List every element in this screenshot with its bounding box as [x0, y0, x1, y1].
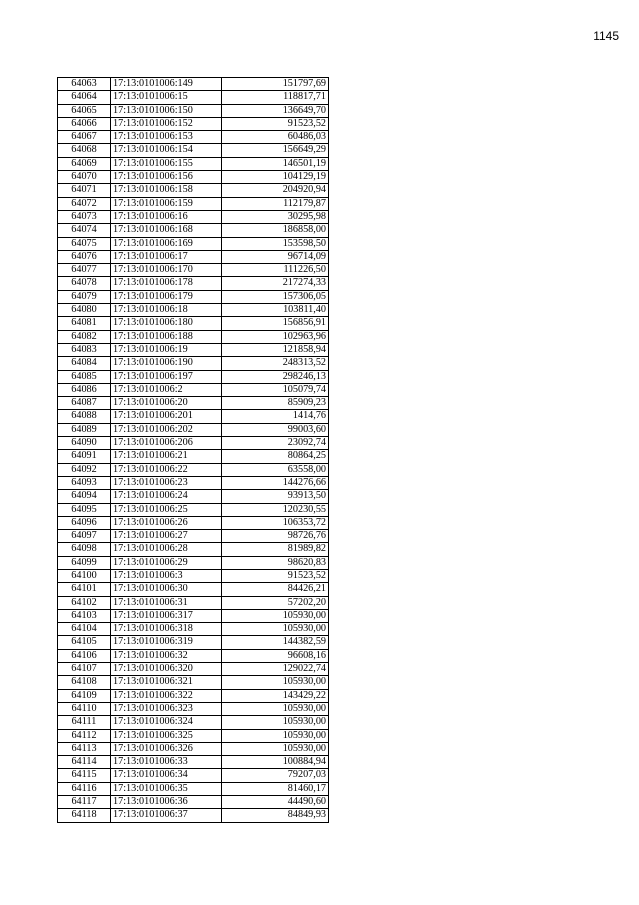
cadastral-value-cell: 99003,60	[222, 423, 329, 436]
row-number-cell: 64083	[58, 343, 111, 356]
cadastral-value-cell: 156649,29	[222, 144, 329, 157]
cadastral-value-cell: 44490,60	[222, 796, 329, 809]
table-row	[58, 277, 329, 290]
row-number-cell: 64109	[58, 689, 111, 702]
row-number-cell: 64072	[58, 197, 111, 210]
row-number-cell: 64090	[58, 437, 111, 450]
cadastral-value-cell: 129022,74	[222, 663, 329, 676]
cadastral-number-cell: 17:13:0101006:155	[111, 157, 222, 170]
row-number-cell: 64089	[58, 423, 111, 436]
row-number-cell: 64082	[58, 330, 111, 343]
row-number-cell: 64113	[58, 742, 111, 755]
table-row	[58, 437, 329, 450]
cadastral-value-cell: 91523,52	[222, 569, 329, 582]
cadastral-value-cell: 105930,00	[222, 729, 329, 742]
row-number-cell: 64088	[58, 410, 111, 423]
cadastral-number-cell: 17:13:0101006:30	[111, 583, 222, 596]
table-row	[58, 516, 329, 529]
cadastral-number-cell: 17:13:0101006:20	[111, 397, 222, 410]
cadastral-number-cell: 17:13:0101006:326	[111, 742, 222, 755]
cadastral-number-cell: 17:13:0101006:190	[111, 357, 222, 370]
table-row	[58, 224, 329, 237]
cadastral-number-cell: 17:13:0101006:153	[111, 131, 222, 144]
table-row	[58, 609, 329, 622]
row-number-cell: 64067	[58, 131, 111, 144]
table-row	[58, 663, 329, 676]
cadastral-value-cell: 93913,50	[222, 490, 329, 503]
cadastral-number-cell: 17:13:0101006:159	[111, 197, 222, 210]
cadastral-number-cell: 17:13:0101006:15	[111, 91, 222, 104]
row-number-cell: 64093	[58, 476, 111, 489]
row-number-cell: 64085	[58, 370, 111, 383]
cadastral-number-cell: 17:13:0101006:33	[111, 756, 222, 769]
table-row	[58, 689, 329, 702]
table-row	[58, 104, 329, 117]
table-row	[58, 144, 329, 157]
row-number-cell: 64095	[58, 503, 111, 516]
cadastral-value-cell: 80864,25	[222, 450, 329, 463]
cadastral-number-cell: 17:13:0101006:37	[111, 809, 222, 822]
cadastral-value-cell: 105079,74	[222, 383, 329, 396]
row-number-cell: 64084	[58, 357, 111, 370]
row-number-cell: 64101	[58, 583, 111, 596]
cadastral-number-cell: 17:13:0101006:197	[111, 370, 222, 383]
cadastral-value-cell: 104129,19	[222, 171, 329, 184]
table-row	[58, 210, 329, 223]
table-row	[58, 530, 329, 543]
table-row	[58, 157, 329, 170]
row-number-cell: 64100	[58, 569, 111, 582]
cadastral-value-cell: 112179,87	[222, 197, 329, 210]
row-number-cell: 64091	[58, 450, 111, 463]
cadastral-number-cell: 17:13:0101006:36	[111, 796, 222, 809]
cadastral-value-cell: 105930,00	[222, 676, 329, 689]
cadastral-value-cell: 96714,09	[222, 250, 329, 263]
table-row	[58, 809, 329, 822]
page-number: 1145	[593, 29, 619, 43]
table-row	[58, 463, 329, 476]
row-number-cell: 64064	[58, 91, 111, 104]
cadastral-value-cell: 143429,22	[222, 689, 329, 702]
cadastral-number-cell: 17:13:0101006:21	[111, 450, 222, 463]
cadastral-number-cell: 17:13:0101006:323	[111, 702, 222, 715]
cadastral-number-cell: 17:13:0101006:26	[111, 516, 222, 529]
cadastral-number-cell: 17:13:0101006:35	[111, 782, 222, 795]
table-row	[58, 503, 329, 516]
cadastral-value-cell: 106353,72	[222, 516, 329, 529]
cadastral-value-cell: 91523,52	[222, 117, 329, 130]
row-number-cell: 64115	[58, 769, 111, 782]
cadastral-value-cell: 81989,82	[222, 543, 329, 556]
cadastral-value-cell: 103811,40	[222, 304, 329, 317]
table-row	[58, 197, 329, 210]
table-row	[58, 304, 329, 317]
cadastral-value-cell: 186858,00	[222, 224, 329, 237]
table-row	[58, 330, 329, 343]
row-number-cell: 64068	[58, 144, 111, 157]
table-row	[58, 237, 329, 250]
table-row	[58, 131, 329, 144]
cadastral-value-cell: 30295,98	[222, 210, 329, 223]
cadastral-number-cell: 17:13:0101006:18	[111, 304, 222, 317]
cadastral-number-cell: 17:13:0101006:16	[111, 210, 222, 223]
cadastral-number-cell: 17:13:0101006:23	[111, 476, 222, 489]
cadastral-value-cell: 105930,00	[222, 716, 329, 729]
cadastral-value-cell: 1414,76	[222, 410, 329, 423]
cadastral-value-cell: 98726,76	[222, 530, 329, 543]
row-number-cell: 64108	[58, 676, 111, 689]
cadastral-value-cell: 120230,55	[222, 503, 329, 516]
cadastral-value-cell: 157306,05	[222, 290, 329, 303]
cadastral-number-cell: 17:13:0101006:201	[111, 410, 222, 423]
cadastral-value-cell: 248313,52	[222, 357, 329, 370]
row-number-cell: 64073	[58, 210, 111, 223]
cadastral-number-cell: 17:13:0101006:19	[111, 343, 222, 356]
cadastral-number-cell: 17:13:0101006:17	[111, 250, 222, 263]
cadastral-number-cell: 17:13:0101006:149	[111, 78, 222, 91]
row-number-cell: 64063	[58, 78, 111, 91]
row-number-cell: 64098	[58, 543, 111, 556]
row-number-cell: 64110	[58, 702, 111, 715]
table-row	[58, 649, 329, 662]
cadastral-number-cell: 17:13:0101006:170	[111, 264, 222, 277]
cadastral-number-cell: 17:13:0101006:180	[111, 317, 222, 330]
table-row	[58, 756, 329, 769]
cadastral-value-cell: 121858,94	[222, 343, 329, 356]
cadastral-value-cell: 156856,91	[222, 317, 329, 330]
cadastral-number-cell: 17:13:0101006:158	[111, 184, 222, 197]
cadastral-number-cell: 17:13:0101006:168	[111, 224, 222, 237]
cadastral-value-cell: 105930,00	[222, 742, 329, 755]
cadastral-number-cell: 17:13:0101006:27	[111, 530, 222, 543]
cadastral-value-cell: 118817,71	[222, 91, 329, 104]
table-row	[58, 397, 329, 410]
cadastral-value-cell: 153598,50	[222, 237, 329, 250]
cadastral-value-cell: 81460,17	[222, 782, 329, 795]
table-row	[58, 596, 329, 609]
cadastral-value-cell: 100884,94	[222, 756, 329, 769]
table-row	[58, 716, 329, 729]
row-number-cell: 64087	[58, 397, 111, 410]
cadastral-value-cell: 60486,03	[222, 131, 329, 144]
cadastral-value-cell: 79207,03	[222, 769, 329, 782]
cadastral-number-cell: 17:13:0101006:325	[111, 729, 222, 742]
row-number-cell: 64118	[58, 809, 111, 822]
table-row	[58, 796, 329, 809]
row-number-cell: 64070	[58, 171, 111, 184]
row-number-cell: 64105	[58, 636, 111, 649]
cadastral-number-cell: 17:13:0101006:319	[111, 636, 222, 649]
row-number-cell: 64103	[58, 609, 111, 622]
row-number-cell: 64076	[58, 250, 111, 263]
table-row	[58, 171, 329, 184]
cadastral-value-cell: 105930,00	[222, 702, 329, 715]
row-number-cell: 64096	[58, 516, 111, 529]
table-row	[58, 676, 329, 689]
cadastral-number-cell: 17:13:0101006:206	[111, 437, 222, 450]
table-row	[58, 636, 329, 649]
table-row	[58, 702, 329, 715]
cadastral-value-cell: 96608,16	[222, 649, 329, 662]
table-row	[58, 729, 329, 742]
cadastral-value-cell: 217274,33	[222, 277, 329, 290]
cadastral-number-cell: 17:13:0101006:28	[111, 543, 222, 556]
cadastral-value-cell: 144382,59	[222, 636, 329, 649]
cadastral-number-cell: 17:13:0101006:169	[111, 237, 222, 250]
cadastral-value-cell: 23092,74	[222, 437, 329, 450]
row-number-cell: 64092	[58, 463, 111, 476]
table-row	[58, 250, 329, 263]
row-number-cell: 64086	[58, 383, 111, 396]
table-row	[58, 91, 329, 104]
row-number-cell: 64078	[58, 277, 111, 290]
table-row	[58, 78, 329, 91]
cadastral-number-cell: 17:13:0101006:324	[111, 716, 222, 729]
cadastral-number-cell: 17:13:0101006:322	[111, 689, 222, 702]
cadastral-number-cell: 17:13:0101006:179	[111, 290, 222, 303]
row-number-cell: 64106	[58, 649, 111, 662]
cadastral-number-cell: 17:13:0101006:2	[111, 383, 222, 396]
cadastral-value-cell: 298246,13	[222, 370, 329, 383]
table-row	[58, 357, 329, 370]
row-number-cell: 64097	[58, 530, 111, 543]
table-body	[58, 78, 329, 823]
cadastral-number-cell: 17:13:0101006:24	[111, 490, 222, 503]
row-number-cell: 64071	[58, 184, 111, 197]
row-number-cell: 64075	[58, 237, 111, 250]
row-number-cell: 64094	[58, 490, 111, 503]
cadastral-value-cell: 63558,00	[222, 463, 329, 476]
table-row	[58, 184, 329, 197]
row-number-cell: 64065	[58, 104, 111, 117]
table-row	[58, 450, 329, 463]
cadastral-number-cell: 17:13:0101006:178	[111, 277, 222, 290]
row-number-cell: 64111	[58, 716, 111, 729]
row-number-cell: 64112	[58, 729, 111, 742]
table-row	[58, 476, 329, 489]
table-row	[58, 290, 329, 303]
cadastral-number-cell: 17:13:0101006:25	[111, 503, 222, 516]
cadastral-value-cell: 105930,00	[222, 623, 329, 636]
table-row	[58, 264, 329, 277]
cadastral-value-cell: 144276,66	[222, 476, 329, 489]
row-number-cell: 64107	[58, 663, 111, 676]
cadastral-number-cell: 17:13:0101006:34	[111, 769, 222, 782]
table-row	[58, 490, 329, 503]
table-row	[58, 423, 329, 436]
cadastral-value-cell: 85909,23	[222, 397, 329, 410]
cadastral-number-cell: 17:13:0101006:156	[111, 171, 222, 184]
cadastral-value-cell: 146501,19	[222, 157, 329, 170]
table-row	[58, 583, 329, 596]
cadastral-number-cell: 17:13:0101006:150	[111, 104, 222, 117]
table-row	[58, 769, 329, 782]
table-row	[58, 370, 329, 383]
row-number-cell: 64066	[58, 117, 111, 130]
cadastral-value-cell: 105930,00	[222, 609, 329, 622]
table-row	[58, 569, 329, 582]
row-number-cell: 64099	[58, 556, 111, 569]
table-row	[58, 117, 329, 130]
cadastral-value-cell: 151797,69	[222, 78, 329, 91]
table-row	[58, 317, 329, 330]
cadastral-number-cell: 17:13:0101006:320	[111, 663, 222, 676]
cadastral-number-cell: 17:13:0101006:188	[111, 330, 222, 343]
cadastral-number-cell: 17:13:0101006:154	[111, 144, 222, 157]
cadastral-value-cell: 84426,21	[222, 583, 329, 596]
cadastral-number-cell: 17:13:0101006:32	[111, 649, 222, 662]
cadastral-number-cell: 17:13:0101006:318	[111, 623, 222, 636]
row-number-cell: 64079	[58, 290, 111, 303]
cadastral-number-cell: 17:13:0101006:202	[111, 423, 222, 436]
cadastral-number-cell: 17:13:0101006:152	[111, 117, 222, 130]
cadastral-value-cell: 57202,20	[222, 596, 329, 609]
cadastral-value-cell: 136649,70	[222, 104, 329, 117]
cadastral-number-cell: 17:13:0101006:317	[111, 609, 222, 622]
table-row	[58, 410, 329, 423]
table-row	[58, 383, 329, 396]
row-number-cell: 64081	[58, 317, 111, 330]
cadastral-value-cell: 98620,83	[222, 556, 329, 569]
row-number-cell: 64104	[58, 623, 111, 636]
row-number-cell: 64077	[58, 264, 111, 277]
row-number-cell: 64116	[58, 782, 111, 795]
cadastral-value-table	[57, 77, 329, 823]
row-number-cell: 64114	[58, 756, 111, 769]
row-number-cell: 64117	[58, 796, 111, 809]
cadastral-number-cell: 17:13:0101006:22	[111, 463, 222, 476]
row-number-cell: 64074	[58, 224, 111, 237]
cadastral-number-cell: 17:13:0101006:29	[111, 556, 222, 569]
table-row	[58, 556, 329, 569]
row-number-cell: 64080	[58, 304, 111, 317]
cadastral-number-cell: 17:13:0101006:31	[111, 596, 222, 609]
table-row	[58, 623, 329, 636]
cadastral-value-cell: 111226,50	[222, 264, 329, 277]
row-number-cell: 64069	[58, 157, 111, 170]
row-number-cell: 64102	[58, 596, 111, 609]
table-row	[58, 782, 329, 795]
cadastral-value-cell: 84849,93	[222, 809, 329, 822]
cadastral-value-cell: 102963,96	[222, 330, 329, 343]
table-row	[58, 343, 329, 356]
cadastral-value-cell: 204920,94	[222, 184, 329, 197]
table-row	[58, 543, 329, 556]
table-row	[58, 742, 329, 755]
cadastral-number-cell: 17:13:0101006:321	[111, 676, 222, 689]
cadastral-number-cell: 17:13:0101006:3	[111, 569, 222, 582]
